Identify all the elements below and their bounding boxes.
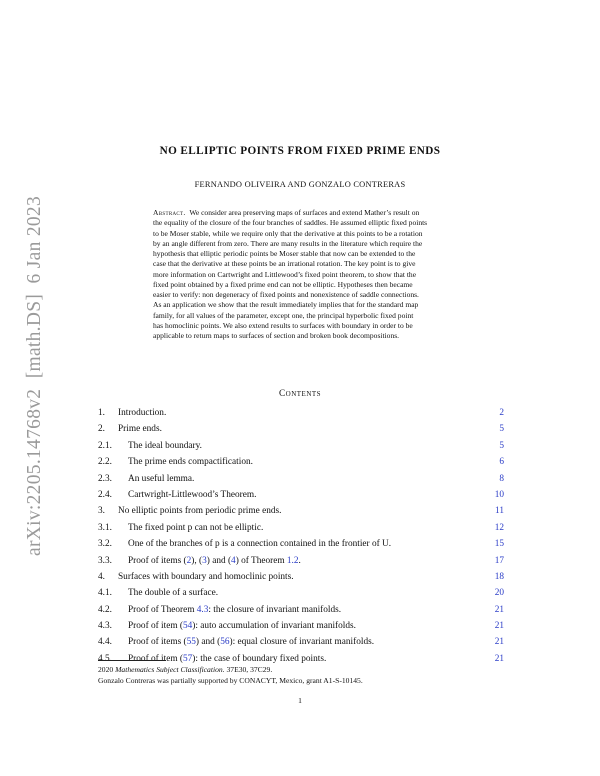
toc-page-link[interactable]: 2 (499, 408, 504, 418)
toc-number: 2.3. (98, 473, 112, 484)
toc-entry[interactable] (98, 503, 504, 519)
abstract-line: family, for all values of the parameter, except one, the principal hyperbolic fixed point (153, 310, 414, 320)
toc-title-text: Prime ends. (118, 424, 162, 435)
toc-title-text: Proof of items ( (128, 555, 187, 566)
toc-entry[interactable] (98, 405, 504, 421)
toc-entry[interactable] (98, 421, 504, 437)
toc-title (118, 405, 166, 421)
cross-reference-link[interactable]: 1.2 (286, 555, 299, 566)
abstract-line: more information on Cartwright and Littlewood’s fixed point theorem, to show that the (153, 269, 417, 279)
abstract-line: case that the derivative at these points be an irrational rotation. The key point is to give (153, 259, 416, 269)
toc-page-link[interactable]: 11 (495, 506, 504, 517)
toc-title-text: . (298, 555, 301, 566)
paper-title: NO ELLIPTIC POINTS FROM FIXED PRIME ENDS (159, 145, 441, 157)
toc-entry[interactable] (98, 585, 504, 601)
abstract-line: the equality of the closure of the four branches of saddles. He assumed elliptic fixed points (153, 218, 428, 228)
paper-authors: FERNANDO OLIVEIRA AND GONZALO CONTRERAS (194, 180, 406, 189)
toc-title (128, 602, 341, 618)
toc-number: 4.4. (98, 637, 112, 648)
toc-title-text: ): the case of boundary fixed points. (192, 653, 327, 664)
toc-title-text: Proof of items ( (128, 637, 187, 648)
toc-entry[interactable] (98, 487, 504, 503)
toc-title (128, 454, 253, 470)
toc-title-text: ), ( (191, 555, 203, 566)
toc-page-link[interactable]: 20 (494, 588, 504, 599)
toc-page-link[interactable]: 18 (494, 571, 504, 582)
abstract-line: has homoclinic points. We also extend results to surfaces with boundary in order to be (153, 320, 413, 330)
cross-reference-link[interactable]: 55 (186, 637, 196, 648)
table-of-contents (98, 405, 504, 667)
toc-page-link[interactable]: 17 (494, 555, 504, 566)
toc-page-link[interactable]: 8 (499, 473, 504, 484)
toc-title (128, 471, 194, 487)
toc-title-text: One of the branches of p is a connection contained in the frontier of U. (128, 539, 392, 550)
cross-reference-link[interactable]: 4 (231, 555, 236, 566)
toc-page-link[interactable]: 21 (494, 621, 504, 632)
toc-page-link[interactable]: 5 (499, 440, 504, 451)
toc-number: 2.4. (98, 489, 112, 500)
page-number: 1 (298, 696, 302, 705)
toc-title-text: ) and ( (206, 555, 232, 566)
abstract-line: applicable to return maps to surfaces of section and broken book decompositions. (153, 331, 400, 340)
toc-title (118, 421, 162, 437)
toc-number: 2.1. (98, 440, 112, 451)
toc-number: 4. (98, 571, 105, 582)
toc-entry[interactable] (98, 634, 504, 650)
toc-page-link[interactable]: 5 (499, 424, 504, 435)
toc-title (128, 520, 263, 536)
toc-title-text: Cartwright-Littlewood’s Theorem. (128, 489, 257, 500)
toc-page-link[interactable]: 6 (499, 457, 504, 468)
toc-title-text: ): equal closure of invariant manifolds. (229, 637, 375, 648)
cross-reference-link[interactable]: 2 (186, 555, 192, 566)
toc-number: 3.3. (98, 555, 112, 566)
abstract (153, 208, 468, 341)
toc-title (128, 438, 202, 454)
toc-entry[interactable] (98, 438, 504, 454)
toc-number: 2.2. (98, 457, 112, 468)
toc-entry[interactable] (98, 569, 504, 585)
abstract-line: As an application we show that the result immediately implies that for the standard map (153, 300, 419, 310)
toc-number: 4.3. (98, 621, 112, 632)
arxiv-stamp (10, 180, 50, 560)
toc-number: 3.2. (98, 539, 112, 550)
msc-footnote (98, 664, 504, 675)
toc-page-link[interactable]: 12 (494, 522, 504, 533)
toc-title (118, 503, 281, 519)
toc-entry[interactable] (98, 520, 504, 536)
msc-codes: 37E30, 37C29. (226, 665, 273, 674)
toc-title-text: ) of Theorem (235, 555, 287, 566)
toc-page-link[interactable]: 21 (494, 653, 504, 664)
abstract-text: We consider area preserving maps of surfaces and extend Mather’s result on (189, 208, 420, 217)
toc-entry[interactable] (98, 536, 504, 552)
abstract-line: by an angle different from zero. There are many results in the literature which require the (153, 238, 423, 248)
msc-year: 2020 (98, 665, 114, 674)
abstract-line: easier to verify: non degeneracy of fixed points and nonexistence of saddle connections. (153, 290, 419, 299)
toc-number: 4.1. (98, 588, 112, 599)
contents-heading: Contents (278, 389, 322, 399)
toc-page-link[interactable]: 21 (494, 604, 504, 615)
toc-title-text: The double of a surface. (128, 588, 219, 599)
toc-title (128, 618, 356, 634)
footnotes (98, 664, 504, 686)
toc-page-link[interactable]: 15 (494, 539, 504, 550)
abstract-line: to be Moser stable, while we require only that the derivative at this points to be a rotation (153, 228, 423, 238)
toc-title-text: An useful lemma. (128, 473, 195, 484)
toc-number: 2. (98, 424, 105, 435)
toc-title-text: Introduction. (118, 408, 167, 418)
toc-title (128, 536, 391, 552)
abstract-line: hypothesis that elliptic periodic points be Moser stable that now can be extended to the (153, 249, 416, 258)
msc-label: Mathematics Subject Classification. (115, 665, 225, 674)
toc-title-text: The fixed point p can not be elliptic. (128, 522, 264, 533)
toc-page-link[interactable]: 10 (494, 489, 504, 500)
toc-title (128, 487, 256, 503)
cross-reference-link[interactable]: 54 (183, 621, 193, 632)
toc-title (128, 553, 301, 569)
toc-title-text: Proof of item ( (128, 621, 183, 632)
toc-number: 3.1. (98, 522, 112, 533)
toc-title-text: Proof of item ( (128, 653, 183, 664)
toc-page-link[interactable]: 21 (494, 637, 504, 648)
toc-title (118, 569, 294, 585)
toc-entry[interactable] (98, 553, 504, 569)
cross-reference-link[interactable]: 57 (183, 653, 193, 664)
abstract-line (153, 208, 468, 218)
toc-title (128, 634, 374, 650)
toc-entry[interactable] (98, 618, 504, 634)
cross-reference-link[interactable]: 4.3 (196, 604, 209, 615)
toc-number: 3. (98, 506, 105, 517)
footnote-rule (98, 660, 166, 661)
toc-number: 1. (98, 408, 105, 418)
cross-reference-link[interactable]: 56 (220, 637, 230, 648)
toc-title-text: : the closure of invariant manifolds. (208, 604, 342, 615)
arxiv-id: arXiv:2205.14768v2 [math.DS] 6 Jan 2023 (24, 195, 45, 556)
toc-entry[interactable] (98, 471, 504, 487)
toc-number: 4.5. (98, 653, 112, 664)
toc-title-text: The prime ends compactification. (128, 457, 253, 468)
cross-reference-link[interactable]: 3 (202, 555, 207, 566)
abstract-heading: Abstract. (153, 208, 186, 217)
toc-title-text: Proof of Theorem (128, 604, 197, 615)
toc-number: 4.2. (98, 604, 112, 615)
toc-title (128, 585, 218, 601)
toc-entry[interactable] (98, 454, 504, 470)
toc-title-text: Surfaces with boundary and homoclinic points. (118, 571, 294, 582)
toc-entry[interactable] (98, 602, 504, 618)
abstract-line: fixed point obtained by a fixed prime end can not be elliptic. Hypotheses then became (153, 279, 413, 289)
toc-title-text: The ideal boundary. (128, 440, 203, 451)
toc-title-text: ): auto accumulation of invariant manifolds. (192, 621, 356, 632)
toc-title-text: No elliptic points from periodic prime ends. (118, 506, 282, 517)
toc-title-text: ) and ( (195, 637, 221, 648)
support-footnote: Gonzalo Contreras was partially supported by CONACYT, Mexico, grant A1-S-10145. (98, 676, 363, 685)
